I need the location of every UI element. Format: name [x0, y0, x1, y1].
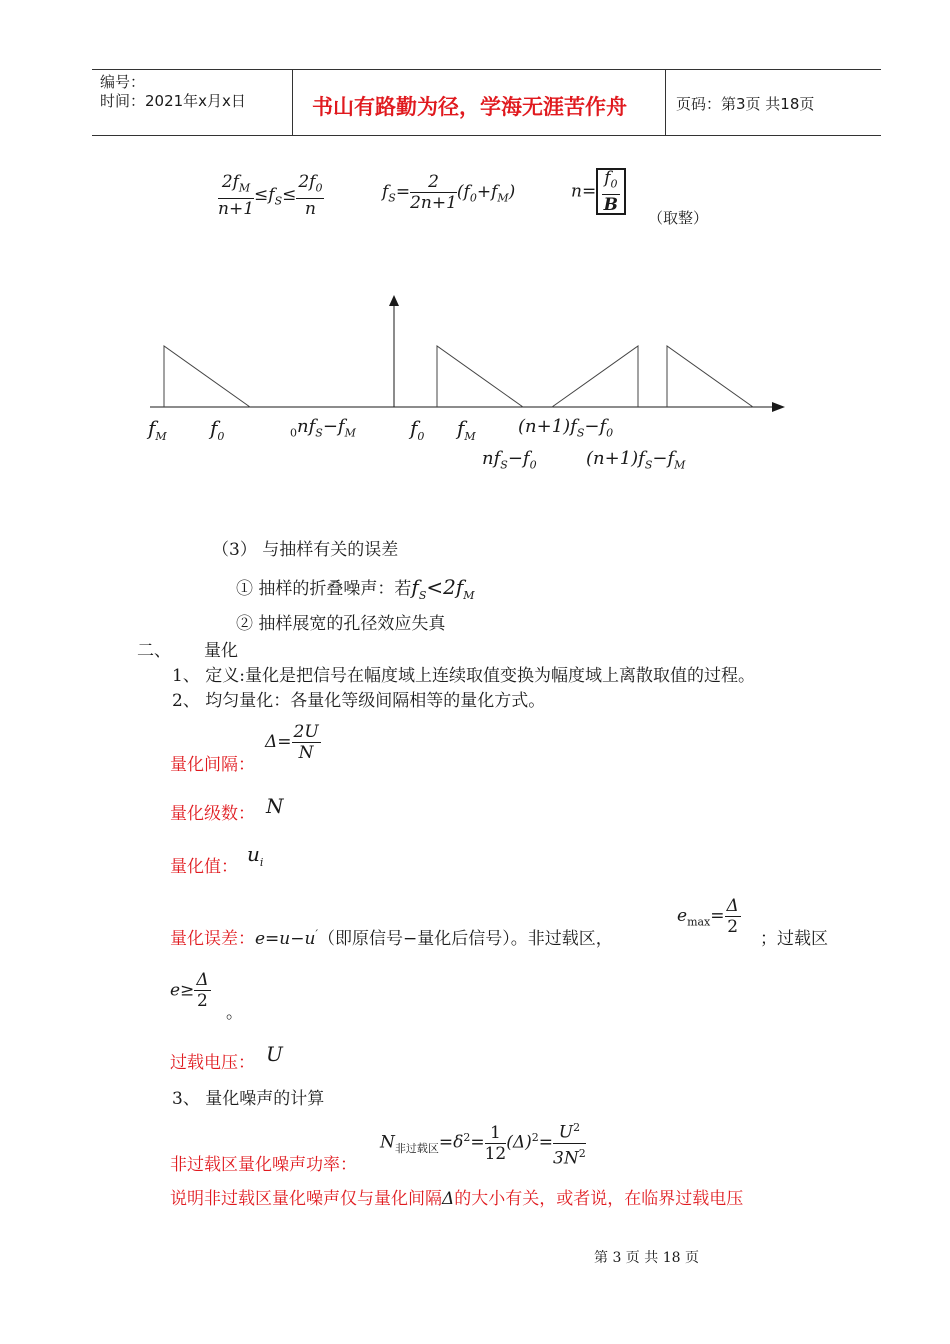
- overload-error-formula: e≥ $\frac{\Delta}{2}$: [170, 970, 209, 1011]
- label-f0-left: $f_0$: [210, 416, 225, 443]
- section3-item2: ② 抽样展宽的孔径效应失真: [236, 614, 446, 634]
- quant-heading: 量化: [204, 641, 238, 661]
- levels-value: N: [266, 794, 284, 818]
- interval-label: 量化间隔：: [170, 755, 255, 775]
- label-f0-right: $f_0$: [410, 416, 425, 443]
- serial-label: 编号：: [100, 73, 146, 91]
- value-label: 量化值：: [170, 857, 238, 877]
- overload-note: ；过载区: [760, 929, 828, 949]
- noise-power-label: 非过载区量化噪声功率：: [170, 1155, 357, 1175]
- noise-power-formula: $N_{非过载区}=\delta^2=$ $\frac{1}{12}$ $(\Delta)^2=$ $\frac{U^2}{3N^2}$: [380, 1118, 586, 1168]
- label-n1fs-minus-fM: $(n+1)f_S-f_M$: [586, 448, 686, 472]
- header-divider-1: [292, 69, 293, 136]
- spectrum-triangle-positive: [437, 346, 523, 407]
- rounding-note: （取整）: [648, 209, 709, 227]
- sampling-inequality: $\frac{2f_M}{n+1}$ $\le f_S\le$ $\frac{2f_0}{n}$: [218, 172, 323, 220]
- header-motto: 书山有路勤为径，学海无涯苦作舟: [312, 95, 627, 119]
- label-nfs-minus-f0: $nf_S-f_0$: [482, 448, 537, 472]
- time-label: 时间：2021年x月x日: [100, 92, 246, 110]
- emax-formula: $e_{max}=$ $\frac{\Delta}{2}$: [677, 896, 739, 937]
- label-fM-right: $f_M$: [457, 416, 476, 443]
- page-footer: 第 3 页 共 18 页: [594, 1250, 699, 1266]
- value-symbol: $u_i$: [247, 842, 264, 869]
- axis-arrow-right: [772, 402, 785, 412]
- overload-voltage-label: 过载电压：: [170, 1053, 255, 1073]
- spectrum-diagram: [140, 290, 800, 430]
- label-nfs-minus-fM: $_0nf_S-f_M$: [290, 416, 356, 440]
- levels-label: 量化级数：: [170, 804, 255, 824]
- quant-heading-num: 二、: [137, 641, 171, 661]
- header-bottom-rule: [92, 135, 881, 136]
- noise-explanation: 说明非过载区量化噪声仅与量化间隔Δ的大小有关，或者说，在临界过载电压: [170, 1189, 744, 1209]
- n-formula: n= $\frac{f_0}{B}$: [571, 168, 626, 215]
- label-fM-left: $f_M$: [148, 416, 167, 443]
- overload-voltage-value: U: [266, 1042, 283, 1066]
- section3-item1: ① 抽样的折叠噪声：若$f_S<2f_M$: [236, 575, 475, 602]
- section3-heading: （3） 与抽样有关的误差: [212, 540, 399, 560]
- quant-definition: 1、 定义:量化是把信号在幅度域上连续取值变换为幅度域上离散取值的过程。: [172, 666, 755, 686]
- overload-period: 。: [226, 1003, 243, 1023]
- spectrum-triangle-negative: [164, 346, 250, 407]
- spectrum-triangle-image-2: [667, 346, 753, 407]
- uniform-quant-definition: 2、 均匀量化：各量化等级间隔相等的量化方式。: [172, 691, 546, 711]
- interval-formula: Δ= $\frac{2U}{N}$: [265, 722, 319, 763]
- spectrum-triangle-image-1: [552, 346, 638, 407]
- label-n1fs-minus-f0: $(n+1)f_S-f_0$: [518, 416, 614, 440]
- header-top-rule: [92, 69, 881, 70]
- axis-arrow-up: [389, 295, 399, 306]
- noise-heading: 3、 量化噪声的计算: [172, 1089, 325, 1109]
- error-line: 量化误差：e=u−u′（即原信号−量化后信号）。非过载区，: [170, 927, 613, 949]
- header-divider-2: [665, 69, 666, 136]
- page-label: 页码：第3页 共18页: [676, 95, 815, 113]
- fs-formula: $f_S=$ $\frac{2}{2n+1}$ $(f_0+f_M)$: [382, 172, 516, 213]
